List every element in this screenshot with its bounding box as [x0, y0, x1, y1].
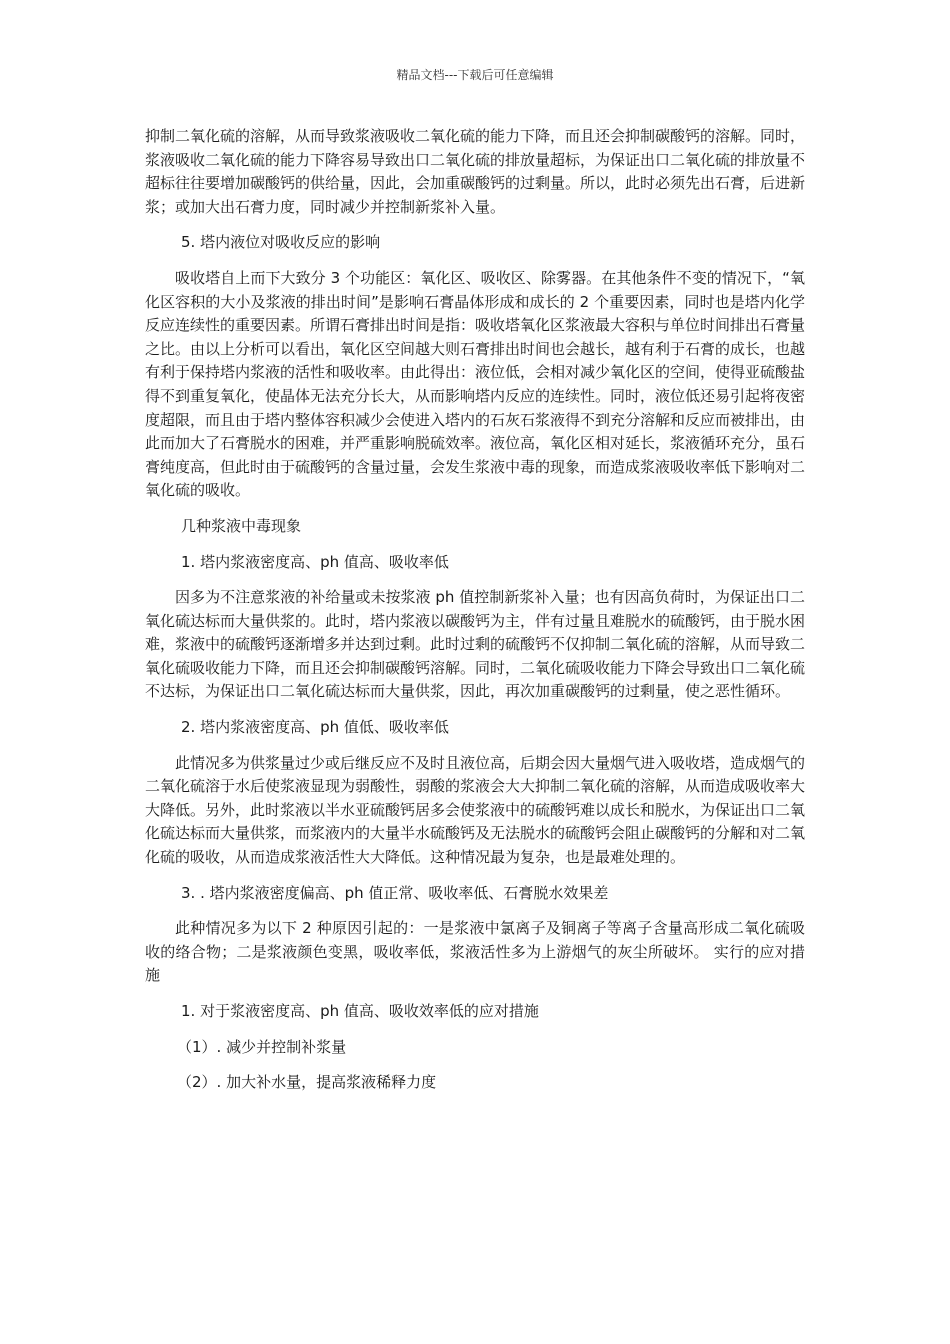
document-body — [145, 125, 805, 1095]
paragraph-case-2: 此情况多为供浆量过少或后继反应不及时且液位高，后期会因大量烟气进入吸收塔，造成烟气的二氧化硫溶于水后使浆液显现为弱酸性，弱酸的浆液会大大抑制二氧化硫的溶解，从而造成吸收率大大降低。另外，此时浆液以半水亚硫酸钙居多会使浆液中的硫酸钙难以成长和脱水，为保证出口二氧化硫达标而大量供浆，而浆液内的大量半水硫酸钙及无法脱水的硫酸钙会阻止碳酸钙的分解和对二氧化硫的吸收，从而造成浆液活性大大降低。这种情况最为复杂，也是最难处理的。 — [145, 753, 806, 867]
measures-heading-1: 1. 对于浆液密度高、ph 值高、吸收效率低的应对措施 — [181, 1002, 539, 1020]
measure-item-2: （2）. 加大补水量，提高浆液稀释力度 — [177, 1073, 437, 1092]
subheading-case-1: 1. 塔内浆液密度高、ph 值高、吸收率低 — [181, 552, 449, 571]
measure-item-1: （1）. 减少并控制补浆量 — [177, 1037, 347, 1056]
subheading-case-3: 3. . 塔内浆液密度偏高、ph 值正常、吸收率低、石膏脱水效果差 — [181, 883, 609, 902]
paragraph-liquid-level: 吸收塔自上而下大致分 3 个功能区：氧化区、吸收区、除雾器。在其他条件不变的情况下，“氧化区容积的大小及浆液的排出时间”是影响石膏晶体形成和成长的 2 个重要因素，同时也是塔内化学反应连续性的重要因素。所谓石膏排出时间是指：吸收塔氧化区浆液最大容积与单位时间排出石膏量之比。由以上分析可以看出，氧化区空间越大则石膏排出时间也会越长，越有利于石膏的成长，也越有利于保持塔内浆液的活性和吸收率。由此得出：液位低，会相对减少氧化区的空间，使得亚硫酸盐得不到重复氧化，使晶体无法充分长大，从而影响塔内反应的连续性。同时，液位低还易引起将夜密度超限，而且由于塔内整体容积减少会使进入塔内的石灰石浆液得不到充分溶解和反应而被排出，由此而加大了石膏脱水的困难，并严重影响脱硫效率。液位高，氧化区相对延长，浆液循环充分，虽石膏纯度高，但此时由于硫酸钙的含量过量，会发生浆液中毒的现象，而造成浆液吸收率低下影响对二氧化硫的吸收。 — [145, 268, 806, 500]
paragraph-continuation: 抑制二氧化硫的溶解，从而导致浆液吸收二氧化硫的能力下降，而且还会抑制碳酸钙的溶解。同时，浆液吸收二氧化硫的能力下降容易导致出口二氧化硫的排放量超标，为保证出口二氧化硫的排放量不超标往往要增加碳酸钙的供给量，因此，会加重碳酸钙的过剩量。所以，此时必须先出石膏，后进新浆；或加大出石膏力度，同时减少并控制新浆补入量。 — [145, 127, 806, 216]
page-header: 精品文档---下载后可任意编辑 — [396, 68, 554, 82]
section-heading-poisoning: 几种浆液中毒现象 — [181, 516, 302, 535]
paragraph-case-3: 此种情况多为以下 2 种原因引起的：一是浆液中氯离子及铜离子等离子含量高形成二氧化硫吸收的络合物；二是浆液颜色变黑，吸收率低，浆液活性多为上游烟气的灰尘所破坏。 实行的应对措施 — [145, 919, 805, 985]
section-heading-liquid-level: 5. 塔内液位对吸收反应的影响 — [181, 233, 381, 252]
paragraph-case-1: 因多为不注意浆液的补给量或未按浆液 ph 值控制新浆补入量；也有因高负荷时，为保证出口二氧化硫达标而大量供浆的。此时，塔内浆液以碳酸钙为主，伴有过量且难脱水的硫酸钙，由于脱水困难，浆液中的硫酸钙逐渐增多并达到过剩。此时过剩的硫酸钙不仅抑制二氧化硫的溶解，从而导致二氧化硫吸收能力下降，而且还会抑制碳酸钙溶解。同时，二氧化硫吸收能力下降会导致出口二氧化硫不达标，为保证出口二氧化硫达标而大量供浆，因此，再次加重碳酸钙的过剩量，使之恶性循环。 — [145, 588, 806, 701]
subheading-case-2: 2. 塔内浆液密度高、ph 值低、吸收率低 — [181, 718, 449, 737]
